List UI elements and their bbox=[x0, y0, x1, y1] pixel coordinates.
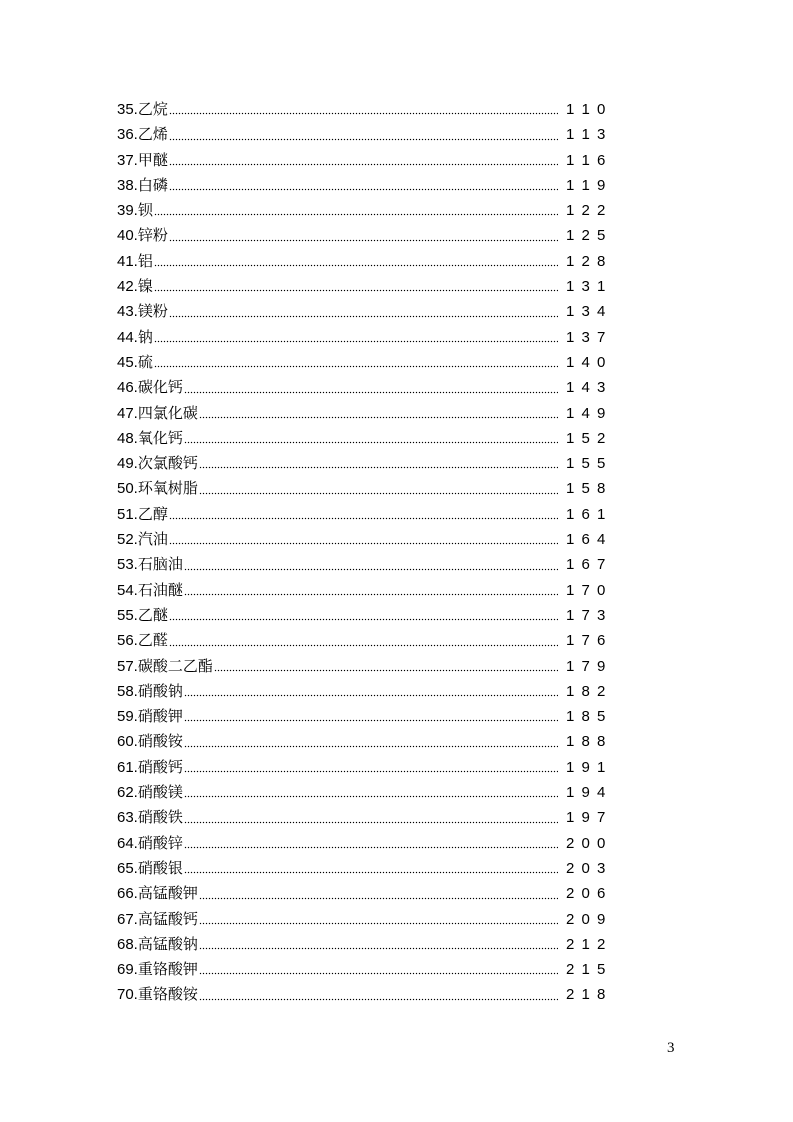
toc-entry-page: 1 6 4 bbox=[566, 531, 607, 549]
toc-dot-leader bbox=[199, 415, 558, 419]
toc-entry-title: 57.碳酸二乙酯 bbox=[117, 657, 213, 675]
toc-entry-title: 48.氧化钙 bbox=[117, 429, 183, 447]
toc-entry-title: 40.锌粉 bbox=[117, 227, 168, 245]
toc-entry bbox=[117, 375, 622, 400]
toc-entry-title: 51.乙醇 bbox=[117, 505, 168, 523]
toc-entry bbox=[117, 932, 622, 957]
toc-entry-title: 43.镁粉 bbox=[117, 303, 168, 321]
toc-entry-title: 37.甲醚 bbox=[117, 151, 168, 169]
toc-entry-page: 1 3 1 bbox=[566, 278, 607, 296]
toc-entry-page: 1 6 1 bbox=[566, 505, 607, 523]
toc-entry-title: 66.高锰酸钾 bbox=[117, 885, 198, 903]
toc-dot-leader bbox=[184, 390, 558, 394]
toc-entry-page: 2 0 9 bbox=[566, 910, 607, 928]
toc-dot-leader bbox=[169, 541, 558, 545]
toc-entry-title: 45.硫 bbox=[117, 353, 153, 371]
toc-dot-leader bbox=[154, 288, 558, 292]
toc-entry-title: 42.镍 bbox=[117, 278, 153, 296]
toc-entry-page: 1 5 8 bbox=[566, 480, 607, 498]
toc-entry-title: 36.乙烯 bbox=[117, 126, 168, 144]
page-number: 3 bbox=[667, 1040, 675, 1056]
toc-entry-page: 1 5 2 bbox=[566, 429, 607, 447]
toc-entry bbox=[117, 173, 622, 198]
toc-entry-page: 1 1 9 bbox=[566, 176, 607, 194]
toc-entry-title: 47.四氯化碳 bbox=[117, 404, 198, 422]
toc-entry-page: 1 7 3 bbox=[566, 606, 607, 624]
toc-dot-leader bbox=[169, 238, 558, 242]
toc-entry bbox=[117, 122, 622, 147]
toc-dot-leader bbox=[154, 364, 558, 368]
toc-entry-title: 54.石油醚 bbox=[117, 581, 183, 599]
toc-entry-title: 60.硝酸铵 bbox=[117, 733, 183, 751]
toc-dot-leader bbox=[169, 137, 558, 141]
toc-entry-title: 53.石脑油 bbox=[117, 556, 183, 574]
toc-entry-title: 69.重铬酸钾 bbox=[117, 961, 198, 979]
toc-dot-leader bbox=[169, 617, 558, 621]
toc-entry-title: 49.次氯酸钙 bbox=[117, 455, 198, 473]
toc-entry-page: 1 7 0 bbox=[566, 581, 607, 599]
toc-entry bbox=[117, 476, 622, 501]
toc-entry-title: 64.硝酸锌 bbox=[117, 834, 183, 852]
toc-entry bbox=[117, 527, 622, 552]
toc-dot-leader bbox=[199, 896, 558, 900]
toc-entry-title: 68.高锰酸钠 bbox=[117, 935, 198, 953]
toc-entry-title: 55.乙醚 bbox=[117, 606, 168, 624]
toc-entry-page: 1 2 5 bbox=[566, 227, 607, 245]
toc-dot-leader bbox=[184, 567, 558, 571]
toc-dot-leader bbox=[184, 769, 558, 773]
toc-entry-title: 67.高锰酸钙 bbox=[117, 910, 198, 928]
toc-entry-title: 41.铝 bbox=[117, 252, 153, 270]
toc-entry bbox=[117, 426, 622, 451]
toc-entry bbox=[117, 578, 622, 603]
toc-entry-page: 2 0 6 bbox=[566, 885, 607, 903]
toc-entry bbox=[117, 401, 622, 426]
toc-dot-leader bbox=[169, 314, 558, 318]
toc-dot-leader bbox=[184, 693, 558, 697]
toc-dot-leader bbox=[169, 111, 558, 115]
toc-dot-leader bbox=[169, 643, 558, 647]
toc-entry-page: 2 1 2 bbox=[566, 935, 607, 953]
toc-entry bbox=[117, 957, 622, 982]
toc-dot-leader bbox=[154, 339, 558, 343]
toc-dot-leader bbox=[169, 187, 558, 191]
toc-entry-title: 50.环氧树脂 bbox=[117, 480, 198, 498]
toc-entry-page: 1 1 0 bbox=[566, 101, 607, 118]
toc-dot-leader bbox=[199, 465, 558, 469]
toc-dot-leader bbox=[184, 794, 558, 798]
toc-entry-title: 62.硝酸镁 bbox=[117, 784, 183, 802]
toc-entry-page: 1 6 7 bbox=[566, 556, 607, 574]
toc-dot-leader bbox=[199, 491, 558, 495]
toc-entry bbox=[117, 198, 622, 223]
toc-dot-leader bbox=[184, 845, 558, 849]
toc-entry bbox=[117, 805, 622, 830]
toc-entry bbox=[117, 704, 622, 729]
toc-entry-page: 1 3 4 bbox=[566, 303, 607, 321]
toc-entry bbox=[117, 628, 622, 653]
toc-entry bbox=[117, 451, 622, 476]
toc-entry bbox=[117, 350, 622, 375]
toc-entry-page: 1 7 9 bbox=[566, 657, 607, 675]
toc-entry-title: 61.硝酸钙 bbox=[117, 758, 183, 776]
toc-entry bbox=[117, 982, 622, 1007]
toc-entry bbox=[117, 325, 622, 350]
toc-entry-title: 44.钠 bbox=[117, 328, 153, 346]
toc-entry bbox=[117, 502, 622, 527]
toc-dot-leader bbox=[154, 212, 558, 216]
toc-dot-leader bbox=[184, 440, 558, 444]
table-of-contents bbox=[117, 97, 622, 1008]
toc-entry-page: 1 5 5 bbox=[566, 455, 607, 473]
toc-entry bbox=[117, 223, 622, 248]
toc-entry bbox=[117, 881, 622, 906]
toc-entry-title: 52.汽油 bbox=[117, 531, 168, 549]
toc-entry bbox=[117, 907, 622, 932]
toc-entry-page: 1 4 3 bbox=[566, 379, 607, 397]
toc-entry-page: 1 7 6 bbox=[566, 632, 607, 650]
toc-dot-leader bbox=[169, 162, 558, 166]
toc-dot-leader bbox=[184, 744, 558, 748]
toc-entry-title: 59.硝酸钾 bbox=[117, 708, 183, 726]
toc-entry bbox=[117, 780, 622, 805]
toc-entry-page: 1 8 5 bbox=[566, 708, 607, 726]
toc-dot-leader bbox=[214, 668, 558, 672]
toc-entry bbox=[117, 97, 622, 122]
toc-entry-title: 63.硝酸铁 bbox=[117, 809, 183, 827]
toc-dot-leader bbox=[184, 592, 558, 596]
toc-entry-page: 1 2 2 bbox=[566, 202, 607, 220]
toc-dot-leader bbox=[199, 997, 558, 1001]
toc-entry-title: 58.硝酸钠 bbox=[117, 682, 183, 700]
toc-entry-page: 1 8 2 bbox=[566, 682, 607, 700]
toc-entry-page: 1 1 6 bbox=[566, 151, 607, 169]
toc-dot-leader bbox=[184, 820, 558, 824]
toc-entry bbox=[117, 552, 622, 577]
toc-entry bbox=[117, 299, 622, 324]
toc-entry-page: 1 8 8 bbox=[566, 733, 607, 751]
toc-dot-leader bbox=[199, 921, 558, 925]
toc-entry-page: 1 1 3 bbox=[566, 126, 607, 144]
toc-entry-title: 46.碳化钙 bbox=[117, 379, 183, 397]
toc-entry bbox=[117, 148, 622, 173]
toc-entry bbox=[117, 274, 622, 299]
toc-dot-leader bbox=[154, 263, 558, 267]
toc-entry-title: 35.乙烷 bbox=[117, 101, 168, 118]
toc-entry-page: 2 1 5 bbox=[566, 961, 607, 979]
toc-entry-title: 70.重铬酸铵 bbox=[117, 986, 198, 1004]
toc-entry-page: 2 0 0 bbox=[566, 834, 607, 852]
toc-entry bbox=[117, 729, 622, 754]
toc-entry bbox=[117, 755, 622, 780]
toc-entry-title: 39.钡 bbox=[117, 202, 153, 220]
toc-dot-leader bbox=[184, 718, 558, 722]
toc-entry-page: 1 2 8 bbox=[566, 252, 607, 270]
toc-dot-leader bbox=[199, 946, 558, 950]
toc-entry bbox=[117, 856, 622, 881]
toc-entry bbox=[117, 679, 622, 704]
toc-entry-page: 1 9 4 bbox=[566, 784, 607, 802]
toc-entry-page: 1 9 7 bbox=[566, 809, 607, 827]
toc-dot-leader bbox=[199, 971, 558, 975]
toc-entry-page: 2 0 3 bbox=[566, 859, 607, 877]
toc-entry-page: 1 9 1 bbox=[566, 758, 607, 776]
toc-entry-title: 56.乙醛 bbox=[117, 632, 168, 650]
toc-entry bbox=[117, 603, 622, 628]
toc-entry bbox=[117, 249, 622, 274]
toc-dot-leader bbox=[169, 516, 558, 520]
toc-entry bbox=[117, 831, 622, 856]
toc-entry-title: 38.白磷 bbox=[117, 176, 168, 194]
toc-entry-page: 1 4 9 bbox=[566, 404, 607, 422]
toc-dot-leader bbox=[184, 870, 558, 874]
toc-entry-page: 1 4 0 bbox=[566, 353, 607, 371]
toc-entry-page: 1 3 7 bbox=[566, 328, 607, 346]
toc-entry bbox=[117, 654, 622, 679]
toc-entry-title: 65.硝酸银 bbox=[117, 859, 183, 877]
toc-entry-page: 2 1 8 bbox=[566, 986, 607, 1004]
